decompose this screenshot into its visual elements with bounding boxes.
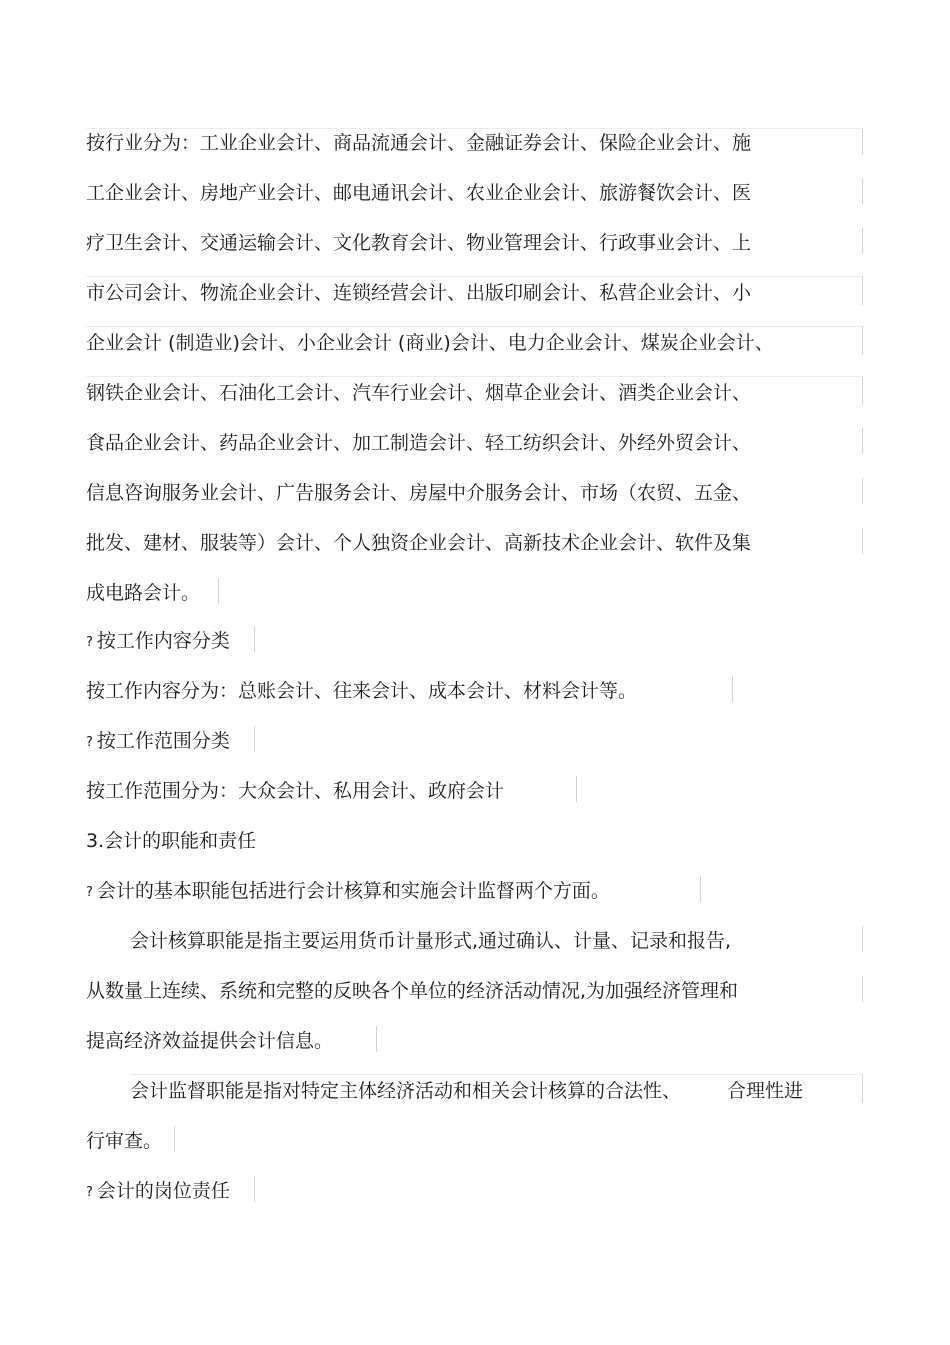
- industry-line-2: 工企业会计、房地产业会计、邮电通讯会计、农业企业会计、旅游餐饮会计、医: [86, 182, 752, 204]
- bullet-marker: ?: [86, 735, 93, 750]
- supervision-part2: 合理性进: [727, 1080, 804, 1102]
- bullet-marker: ?: [86, 635, 93, 650]
- industry-line-1: 按行业分为：工业企业会计、商品流通会计、金融证券会计、保险企业会计、施: [86, 132, 752, 154]
- supervision-function-line-1: [130, 1078, 803, 1104]
- work-scope-text: 按工作范围分为：大众会计、私用会计、政府会计: [86, 780, 505, 802]
- industry-line-3: 疗卫生会计、交通运输会计、文化教育会计、物业管理会计、行政事业会计、上: [86, 232, 752, 254]
- basic-functions-text: 会计的基本职能包括进行会计核算和实施会计监督两个方面。: [96, 880, 610, 902]
- bullet-marker: ?: [86, 1185, 93, 1200]
- industry-line-6: 钢铁企业会计、石油化工会计、汽车行业会计、烟草企业会计、酒类企业会计、: [86, 382, 752, 404]
- bullet-marker: ?: [86, 885, 93, 900]
- work-content-text: 按工作内容分为：总账会计、往来会计、成本会计、材料会计等。: [86, 680, 638, 702]
- accounting-function-line-3: 提高经济效益提供会计信息。: [86, 1030, 334, 1052]
- work-content-heading: [86, 628, 230, 657]
- supervision-part1: 会计监督职能是指对特定主体经济活动和相关会计核算的合法性、: [130, 1080, 682, 1102]
- industry-line-9: 批发、建材、服装等）会计、个人独资企业会计、高新技术企业会计、软件及集: [86, 532, 752, 554]
- work-content-heading-text: 按工作内容分类: [96, 630, 230, 652]
- accounting-function-line-2: 从数量上连续、系统和完整的反映各个单位的经济活动情况,为加强经济管理和: [86, 980, 739, 1002]
- industry-line-5: 企业会计 (制造业)会计、小企业会计 (商业)会计、电力企业会计、煤炭企业会计、: [86, 332, 774, 354]
- work-scope-heading-text: 按工作范围分类: [96, 730, 230, 752]
- industry-line-4: 市公司会计、物流企业会计、连锁经营会计、出版印刷会计、私营企业会计、小: [86, 282, 752, 304]
- industry-line-7: 食品企业会计、药品企业会计、加工制造会计、轻工纺织会计、外经外贸会计、: [86, 432, 752, 454]
- industry-line-10: 成电路会计。: [86, 582, 201, 604]
- supervision-function-line-2: 行审查。: [86, 1130, 163, 1152]
- section-title: 3.会计的职能和责任: [86, 830, 257, 852]
- post-responsibility-text: 会计的岗位责任: [96, 1180, 230, 1202]
- work-scope-heading: [86, 728, 230, 757]
- accounting-function-line-1: 会计核算职能是指主要运用货币计量形式,通过确认、计量、记录和报告,: [130, 930, 732, 952]
- post-responsibility: [86, 1178, 230, 1207]
- basic-functions: [86, 878, 610, 907]
- industry-line-8: 信息咨询服务业会计、广告服务会计、房屋中介服务会计、市场（农贸、五金、: [86, 482, 752, 504]
